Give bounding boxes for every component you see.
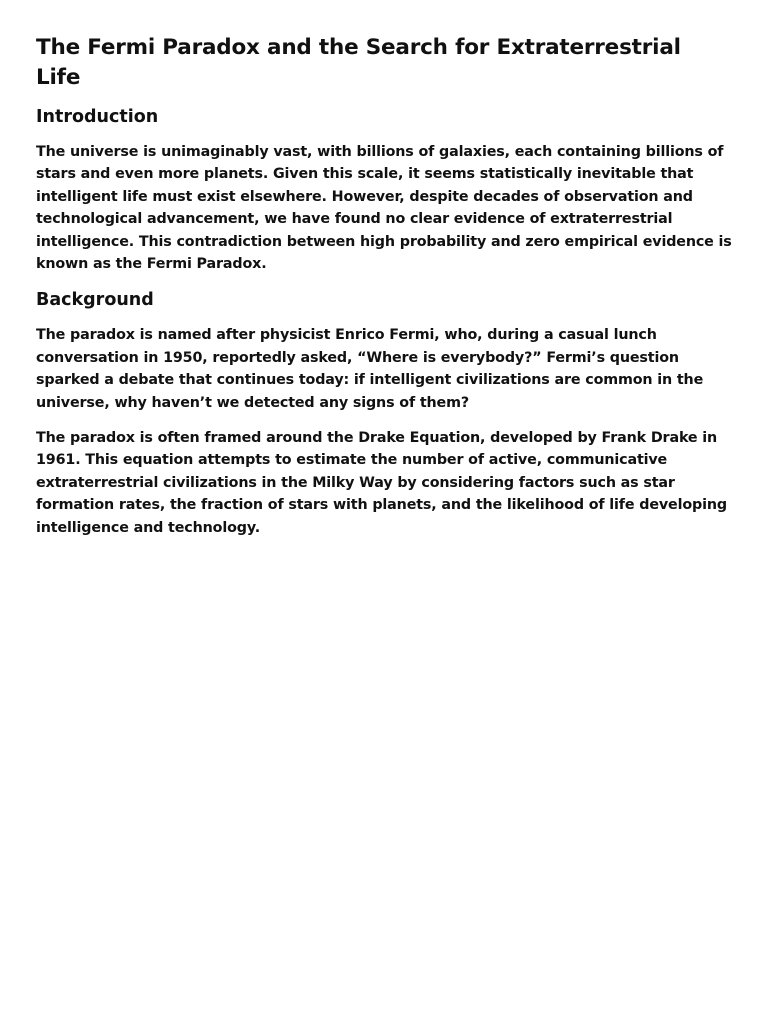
introduction-paragraph: The universe is unimaginably vast, with billions of galaxies, each containing billions of stars and even more planets. Given this scale, it seems statistically inevitable that intelligent life must exist elsewhere. However, despite decades of observation and technological advancement, we have found no clear evidence of extraterrestrial intelligence. This contradiction between high probability and zero empirical evidence is known as the Fermi Paradox. [36,144,732,273]
section-background [36,288,732,539]
section-introduction [36,105,732,275]
section-heading-introduction: Introduction [36,107,159,127]
document-title: The Fermi Paradox and the Search for Extraterrestrial Life [36,35,681,90]
section-heading-background: Background [36,290,154,311]
background-paragraph-2: The paradox is often framed around the Drake Equation, developed by Frank Drake in 1961. This equation attempts to estimate the number of active, communicative extraterrestrial civilizations in the Milky Way by considering factors such as star formation rates, the fraction of stars with planets, and the likelihood of life developing intelligence and technology. [36,430,727,536]
background-paragraph-1: The paradox is named after physicist Enrico Fermi, who, during a casual lunch conversation in 1950, reportedly asked, “Where is everybody?” Fermi’s question sparked a debate that continues today: if intelligent civilizations are common in the universe, why haven’t we detected any signs of them? [36,327,704,411]
